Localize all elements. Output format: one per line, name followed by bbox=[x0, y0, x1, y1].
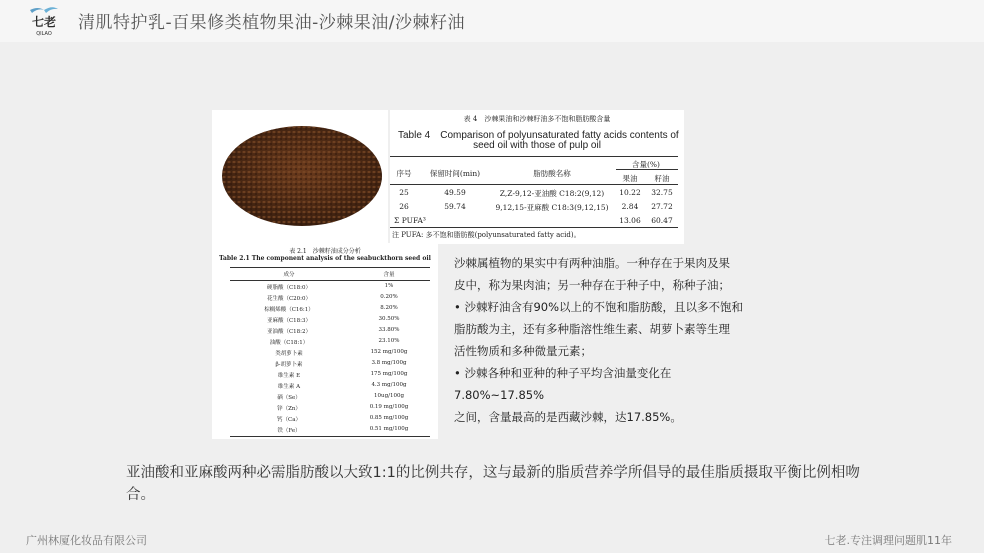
paragraph-line: 皮中，称为果肉油；另一种存在于种子中，称种子油； bbox=[454, 278, 730, 292]
table-2-1-title-en: Table 2.1 The component analysis of the seabuckthorn seed oil bbox=[219, 255, 431, 262]
table-row: 维生素 E 175 mg/100g bbox=[277, 371, 408, 379]
table-row: 硬脂酸（C18:0） 1% bbox=[266, 283, 394, 291]
table-4-title-en-2: seed oil with those of pulp oil bbox=[473, 140, 601, 151]
paragraph-line: • 沙棘各种和亚种的种子平均含油量变化在 bbox=[454, 366, 672, 380]
table-row: 棕榈烯酸（C16:1） 8.20% bbox=[264, 305, 398, 313]
footer-company: 广州林厦化妆品有限公司 bbox=[26, 534, 147, 547]
table-row: 钙（Ca） 0.85 mg/100g bbox=[277, 415, 409, 423]
table-4-col-name: 脂肪酸名称 bbox=[533, 169, 571, 178]
table-row: 花生酸（C20:0） 0.20% bbox=[266, 294, 398, 302]
table-4-note: 注 PUFA: 多不饱和脂肪酸(polyunsaturated fatty acid)。 bbox=[392, 231, 581, 239]
logo-text: 七老 bbox=[31, 15, 57, 29]
table-row: 油酸（C18:1） 23.10% bbox=[269, 338, 400, 346]
summary-text: 亚油酸和亚麻酸两种必需脂肪酸以大致1:1的比例共存，这与最新的脂质营养学所倡导的最佳脂质摄取平衡比例相吻合。 bbox=[126, 465, 860, 503]
table-4-col-fruit: 果油 bbox=[622, 174, 638, 183]
table-4-col-no: 序号 bbox=[396, 169, 412, 178]
logo-sub: QILAO bbox=[36, 31, 52, 37]
table-row: 亚麻酸（C18:3） 30.50% bbox=[266, 316, 400, 324]
table-row: β-胡萝卜素 3.8 mg/100g bbox=[275, 360, 407, 368]
footer-slogan: 七老.专注调理问题肌11年 bbox=[824, 534, 952, 547]
table-row: 维生素 A 4.3 mg/100g bbox=[277, 382, 407, 390]
paragraph-line: 脂肪酸为主，还有多种脂溶性维生素、胡萝卜素等生理 bbox=[454, 322, 730, 336]
table-4-col-content: 含量(%) bbox=[632, 160, 660, 169]
table-4: 表 4 沙棘果油和沙棘籽油多不饱和脂肪酸含量 Table 4 Comparison of polyunsaturated fatty acids contents of seed oil with those of pulp oil 序号 保留时间(min) 脂肪酸名称 含量(%) 果油 籽油 25 49.59 Z,Z-9,12-亚油酸 C18:2(9,12) 10.22 32.75 26 59.74 9,12,15-亚麻酸 C18:3(9,12,15) 2.84 27.72 Σ PUFA³ 13.06 60.47 注 PUFA: 多不饱和脂肪酸(polyunsaturated fatty acid)。 bbox=[390, 110, 684, 244]
qilao-logo bbox=[24, 4, 64, 38]
table-2-1-title-cn: 表 2.1 沙棘籽油成分分析 bbox=[289, 248, 361, 255]
table-row: 类胡萝卜素 152 mg/100g bbox=[275, 349, 408, 357]
paragraph-line: 沙棘属植物的果实中有两种油脂。一种存在于果肉及果 bbox=[454, 256, 730, 270]
table-row: 硒（Se） 10ug/100g bbox=[277, 393, 404, 401]
table-4-col-time: 保留时间(min) bbox=[429, 169, 481, 178]
table-row: 铁（Fe） 0.51 mg/100g bbox=[277, 426, 409, 434]
table-4-col-seed: 籽油 bbox=[654, 174, 670, 183]
table-row: 锌（Zn） 0.19 mg/100g bbox=[277, 404, 409, 412]
paragraph-line: 活性物质和多种微量元素； bbox=[454, 344, 592, 358]
header-bar bbox=[0, 0, 984, 42]
table-2-1 bbox=[212, 243, 438, 439]
paragraph-line: 之间，含量最高的是西藏沙棘，达17.85%。 bbox=[454, 410, 682, 424]
table-4-title-cn: 表 4 沙棘果油和沙棘籽油多不饱和脂肪酸含量 bbox=[463, 115, 611, 123]
table-2-1-header: 成分 含量 bbox=[283, 272, 395, 278]
table-row: 亚油酸（C18:2） 33.80% bbox=[266, 327, 400, 335]
seabuckthorn-seeds-photo bbox=[212, 110, 388, 244]
description-paragraph bbox=[454, 252, 784, 428]
table-4-title-en: Table 4 Comparison of polyunsaturated fatty acids contents of bbox=[398, 130, 679, 141]
paragraph-line: • 沙棘籽油含有90%以上的不饱和脂肪酸，且以多不饱和 bbox=[454, 300, 743, 314]
page-title: 清肌特护乳-百果修类植物果油-沙棘果油/沙棘籽油 bbox=[78, 13, 465, 33]
paragraph-line: 7.80%~17.85% bbox=[454, 388, 545, 402]
